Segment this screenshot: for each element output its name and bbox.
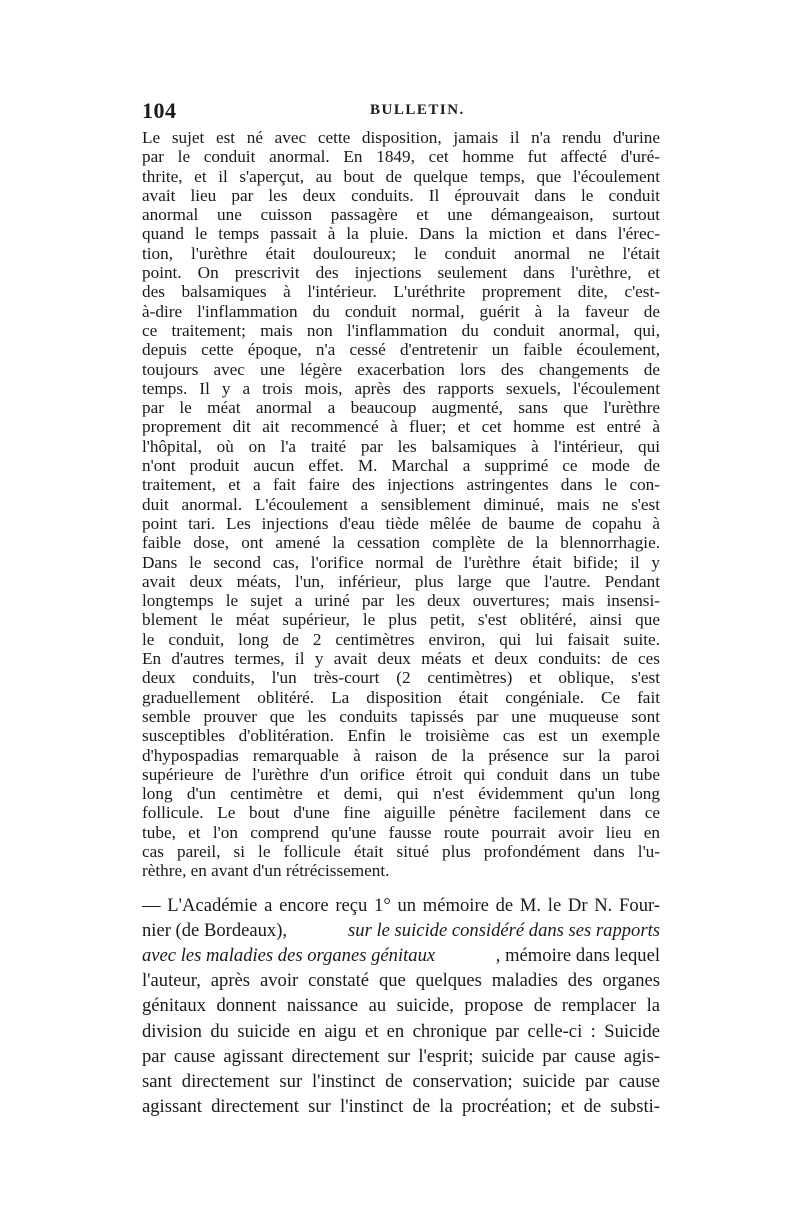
text-line: blement le méat supérieur, le plus petit, s'est oblitéré, ainsi que [142, 610, 660, 630]
text-line-with-title [142, 918, 660, 943]
text-line: quand le temps passait à la pluie. Dans la miction et dans l'érec- [142, 224, 660, 244]
text-fragment: , mémoire dans lequel [495, 944, 660, 966]
text-line: temps. Il y a trois mois, après des rapports sexuels, l'écoulement [142, 378, 660, 398]
text-line: ce traitement; mais non l'inflammation du conduit anormal, qui, [142, 320, 660, 340]
case-report-paragraph [142, 128, 660, 881]
text-line: graduellement oblitéré. La disposition était congéniale. Ce fait [142, 687, 660, 707]
text-line: susceptibles d'oblitération. Enfin le troisième cas est un exemple [142, 726, 660, 746]
text-line: cas pareil, si le follicule était situé plus profondément dans l'u- [142, 841, 660, 861]
text-line: n'ont produit aucun effet. M. Marchal a supprimé ce mode de [142, 456, 660, 476]
text-line: génitaux donnent naissance au suicide, propose de remplacer la [142, 995, 660, 1017]
academy-memoir-paragraph [142, 893, 660, 1120]
text-line: agissant directement sur l'instinct de la procréation; et de substi- [142, 1096, 660, 1118]
memoir-title-part2: avec les maladies des organes génitaux [142, 944, 436, 966]
text-line: deux conduits, l'un très-court (2 centimètres) et oblique, s'est [142, 668, 660, 688]
text-line: point tari. Les injections d'eau tiède mêlée de baume de copahu à [142, 513, 660, 533]
text-line: d'hypospadias remarquable à raison de la présence sur la paroi [142, 745, 660, 765]
text-line-last: rèthre, en avant d'un rétrécissement. [142, 861, 390, 881]
text-line: tion, l'urèthre était douloureux; le conduit anormal ne l'était [142, 243, 660, 263]
text-line: long d'un centimètre et demi, qui n'est évidemment qu'un long [142, 784, 660, 804]
text-line: proprement dit ait recommencé à fluer; et cet homme est entré à [142, 417, 660, 437]
text-line: thrite, et il s'aperçut, au bout de quelque temps, que l'écoulement [142, 166, 660, 186]
text-line: avait deux méats, l'un, inférieur, plus large que l'autre. Pendant [142, 571, 660, 591]
text-line: anormal une cuisson passagère et une démangeaison, surtout [142, 205, 660, 225]
text-line: par le méat anormal a beaucoup augmenté, sans que l'urèthre [142, 398, 660, 418]
text-line: En d'autres termes, il y avait deux méats et deux conduits: de ces [142, 649, 660, 669]
running-title: BULLETIN. [370, 102, 465, 118]
text-line: follicule. Le bout d'une fine aiguille pénètre facilement dans ce [142, 803, 660, 823]
text-body [142, 128, 660, 1119]
text-line: l'hôpital, où on l'a traité par les balsamiques à l'intérieur, qui [142, 436, 660, 456]
text-line: division du suicide en aigu et en chronique par celle-ci : Suicide [142, 1020, 660, 1042]
text-line: avait lieu par les deux conduits. Il éprouvait dans le conduit [142, 185, 660, 205]
text-line: supérieure de l'urèthre d'un orifice étroit qui conduit dans un tube [142, 764, 660, 784]
text-line: l'auteur, après avoir constaté que quelques maladies des organes [142, 970, 660, 992]
text-line: toujours avec une légère exacerbation lors des changements de [142, 359, 660, 379]
text-line: point. On prescrivit des injections seulement dans l'urèthre, et [142, 263, 660, 283]
text-line: traitement, et a fait faire des injections astringentes dans le con- [142, 475, 660, 495]
text-line: des balsamiques à l'intérieur. L'uréthrite proprement dite, c'est- [142, 282, 660, 302]
text-line: Le sujet est né avec cette disposition, jamais il n'a rendu d'urine [142, 128, 660, 147]
memoir-title-part1: sur le suicide considéré dans ses rapports [348, 919, 660, 941]
text-line: — L'Académie a encore reçu 1° un mémoire de M. le Dr N. Four- [142, 894, 660, 916]
text-line: faible dose, ont amené la cessation complète de la blennorrhagie. [142, 533, 660, 553]
text-line: par le conduit anormal. En 1849, cet homme fut affecté d'uré- [142, 147, 660, 167]
text-line: à-dire l'inflammation du conduit normal, guérit à la faveur de [142, 301, 660, 321]
page-header [142, 98, 662, 124]
text-line: le conduit, long de 2 centimètres environ, qui lui faisait suite. [142, 629, 660, 649]
text-line: sant directement sur l'instinct de conservation; suicide par cause [142, 1071, 660, 1092]
text-line-with-title [142, 943, 660, 968]
text-line: Dans le second cas, l'orifice normal de l'urèthre était bifide; il y [142, 552, 660, 572]
text-line: longtemps le sujet a uriné par les deux ouvertures; mais insensi- [142, 591, 660, 611]
text-line: tube, et l'on comprend qu'une fausse route pourrait avoir lieu en [142, 822, 660, 842]
text-line: duit anormal. L'écoulement a sensiblement diminué, mais ne s'est [142, 494, 660, 514]
text-fragment: nier (de Bordeaux), [142, 919, 292, 941]
text-line: par cause agissant directement sur l'esprit; suicide par cause agis- [142, 1045, 660, 1067]
text-line: semble prouver que les conduits tapissés par une muqueuse sont [142, 706, 660, 726]
page-number: 104 [142, 98, 177, 123]
text-line: depuis cette époque, n'a cessé d'entretenir un faible écoulement, [142, 340, 660, 360]
